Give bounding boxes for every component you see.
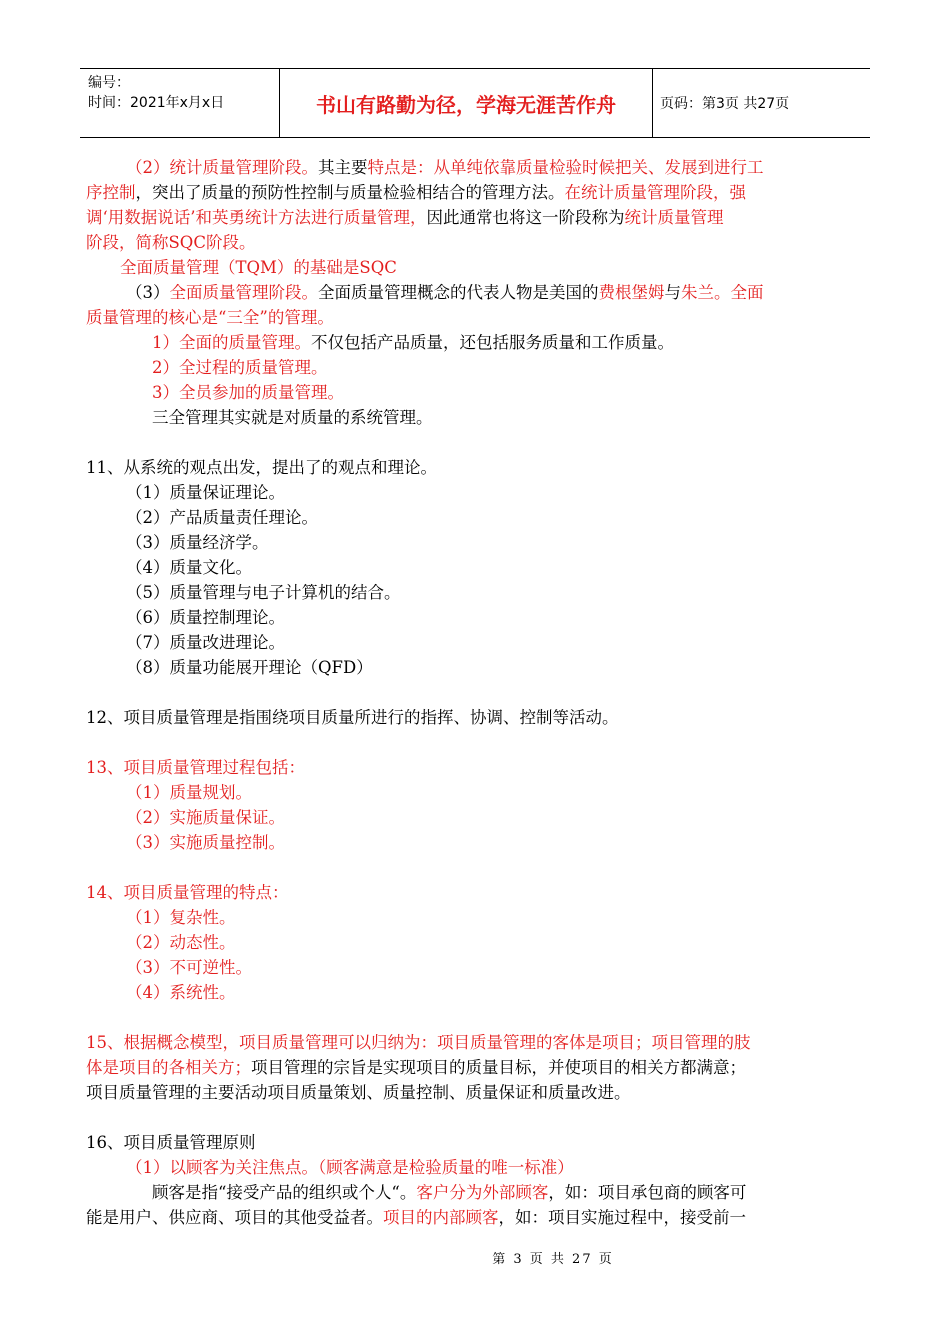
header-meta bbox=[80, 69, 280, 137]
header-motto: 书山有路勤为径，学海无涯苦作舟 bbox=[280, 69, 653, 137]
list-item: （5）质量管理与电子计算机的结合。 bbox=[126, 583, 401, 602]
q11-title: 11、从系统的观点出发，提出了的观点和理论。 bbox=[86, 458, 437, 477]
list-item: （7）质量改进理论。 bbox=[126, 633, 285, 652]
list-item: （2）动态性。 bbox=[126, 933, 236, 952]
paragraph-s10-3-line2: 质量管理的核心是“三全”的管理。 bbox=[86, 308, 334, 327]
q16-title: 16、项目质量管理原则 bbox=[86, 1133, 256, 1152]
list-item: （3）质量经济学。 bbox=[126, 533, 269, 552]
paragraph-s10-2-line2: 序控制，突出了质量的预防性控制与质量检验相结合的管理方法。在统计质量管理阶段，强 bbox=[86, 183, 746, 202]
number-label: 编号： bbox=[88, 75, 130, 91]
q16-principle-1: （1）以顾客为关注焦点。（顾客满意是检验质量的唯一标准） bbox=[126, 1158, 574, 1177]
list-item: （4）系统性。 bbox=[126, 983, 236, 1002]
q15-line1: 15、根据概念模型，项目质量管理可以归纳为：项目质量管理的客体是项目；项目管理的肢 bbox=[86, 1033, 751, 1052]
q12-text: 12、项目质量管理是指围绕项目质量所进行的指挥、协调、控制等活动。 bbox=[86, 708, 619, 727]
list-item: （2）实施质量保证。 bbox=[126, 808, 285, 827]
list-item: 1）全面的质量管理。不仅包括产品质量，还包括服务质量和工作质量。 bbox=[152, 333, 674, 352]
q15-line3: 项目质量管理的主要活动项目质量策划、质量控制、质量保证和质量改进。 bbox=[86, 1083, 631, 1102]
paragraph-s10-2-line1: （2）统计质量管理阶段。其主要特点是：从单纯依靠质量检验时候把关、发展到进行工 bbox=[126, 158, 764, 177]
q16-line1: 顾客是指“接受产品的组织或个人“。客户分为外部顾客，如：项目承包商的顾客可 bbox=[152, 1183, 747, 1202]
q16-line2: 能是用户、供应商、项目的其他受益者。项目的内部顾客，如：项目实施过程中，接受前一 bbox=[86, 1208, 746, 1227]
note-text: 三全管理其实就是对质量的系统管理。 bbox=[152, 408, 433, 427]
paragraph-s10-3-line1: （3）全面质量管理阶段。全面质量管理概念的代表人物是美国的费根堡姆与朱兰。全面 bbox=[126, 283, 764, 302]
list-item: （1）复杂性。 bbox=[126, 908, 236, 927]
list-item: （4）质量文化。 bbox=[126, 558, 252, 577]
page-header bbox=[80, 68, 870, 138]
list-item: 3）全员参加的质量管理。 bbox=[152, 383, 344, 402]
paragraph-s10-2-line3: 调‘用数据说话’和英勇统计方法进行质量管理，因此通常也将这一阶段称为统计质量管理 bbox=[86, 208, 724, 227]
page-footer: 第 3 页 共 27 页 bbox=[492, 1252, 614, 1267]
paragraph-s10-2-line4: 阶段，简称SQC阶段。 bbox=[86, 233, 256, 252]
header-page-info: 页码：第3页 共27页 bbox=[660, 96, 790, 112]
list-item: （8）质量功能展开理论（QFD） bbox=[126, 658, 373, 677]
time-label: 时间：2021年x月x日 bbox=[88, 95, 225, 111]
q14-title: 14、项目质量管理的特点： bbox=[86, 883, 289, 902]
q13-title: 13、项目质量管理过程包括： bbox=[86, 758, 305, 777]
list-item: （1）质量规划。 bbox=[126, 783, 252, 802]
list-item: （2）产品质量责任理论。 bbox=[126, 508, 318, 527]
list-item: 2）全过程的质量管理。 bbox=[152, 358, 328, 377]
list-item: （6）质量控制理论。 bbox=[126, 608, 285, 627]
document-body bbox=[86, 155, 866, 1230]
tqm-basis: 全面质量管理（TQM）的基础是SQC bbox=[120, 258, 397, 277]
list-item: （3）不可逆性。 bbox=[126, 958, 252, 977]
q15-line2: 体是项目的各相关方；项目管理的宗旨是实现项目的质量目标，并使项目的相关方都满意； bbox=[86, 1058, 746, 1077]
list-item: （3）实施质量控制。 bbox=[126, 833, 285, 852]
list-item: （1）质量保证理论。 bbox=[126, 483, 285, 502]
